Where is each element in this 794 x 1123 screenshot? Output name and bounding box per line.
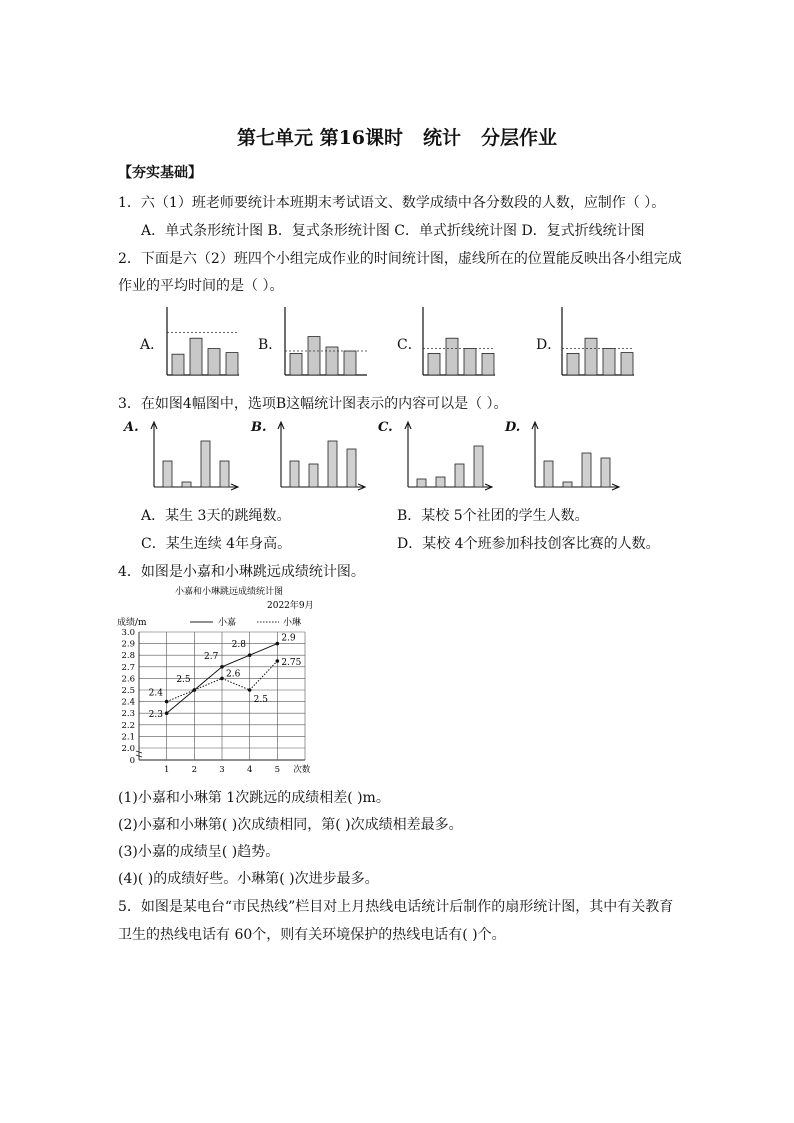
question-3-chart-c (402, 420, 497, 492)
x-tick-label: 2 (191, 765, 198, 775)
y-tick-label: 2.9 (121, 639, 135, 650)
bar (226, 353, 238, 375)
data-label: 2.75 (281, 658, 302, 668)
chart-date: 2022年9月 (267, 601, 314, 611)
question-2-stem-line-2: 作业的平均时间的是（ ）。 (118, 278, 284, 294)
bar (347, 449, 356, 487)
bar (544, 461, 553, 487)
bar (201, 441, 210, 487)
question-3-option-a: A．某生 3天的跳绳数。 (141, 508, 291, 524)
question-4-sub-1: (1)小嘉和小琳第 1次跳远的成绩相差( )m。 (118, 790, 390, 806)
data-label: 2.9 (281, 633, 296, 644)
question-2-chart-a (165, 305, 245, 377)
question-4-sub-4: (4)( )的成绩好些。小琳第( )次进步最多。 (118, 871, 379, 887)
bar (603, 349, 615, 375)
data-point (165, 711, 169, 715)
data-label: 2.5 (176, 675, 191, 685)
x-tick-label: 1 (163, 765, 170, 775)
question-3-stem: 3．在如图4幅图中，选项B这幅统计图表示的内容可以是（ ）。 (118, 396, 508, 412)
bar (309, 464, 318, 487)
y-axis-label: 成绩/m (117, 618, 147, 628)
bar (182, 482, 191, 487)
data-point (165, 700, 169, 704)
data-point (276, 642, 280, 646)
question-3-chart-label-c: C. (378, 420, 393, 435)
bar (446, 338, 458, 375)
bar (344, 351, 356, 375)
data-point (220, 677, 224, 681)
question-4-sub-2: (2)小嘉和小琳第( )次成绩相同，第( )次成绩相差最多。 (118, 817, 463, 833)
bar (464, 349, 476, 375)
bar (455, 464, 464, 487)
x-tick-label: 3 (219, 765, 225, 775)
y-tick-label: 2.8 (121, 651, 135, 662)
y-tick-label: 2.5 (121, 686, 135, 696)
bar (290, 461, 299, 487)
section-heading: 【夯实基础】 (118, 165, 202, 181)
question-1-stem: 1．六（1）班老师要统计本班期末考试语文、数学成绩中各分数段的人数，应制作（ ）。 (118, 195, 666, 211)
bar (567, 353, 579, 375)
bar (474, 446, 483, 487)
question-3-chart-b (275, 420, 370, 492)
y-tick-label: 0 (129, 756, 135, 766)
question-2-label-c: C． (397, 337, 422, 353)
data-label: 2.7 (204, 651, 219, 662)
bar (417, 479, 426, 487)
question-2-chart-d (560, 305, 640, 377)
bar (601, 458, 610, 487)
question-2-label-b: B． (258, 337, 283, 353)
bar (326, 347, 338, 375)
question-3-chart-label-b: B. (251, 420, 267, 435)
y-tick-label: 3.0 (121, 628, 135, 638)
question-2-label-a: A． (140, 337, 165, 353)
y-tick-label: 2.6 (121, 674, 135, 685)
question-4-stem: 4．如图是小嘉和小琳跳远成绩统计图。 (118, 564, 365, 580)
question-2-stem-line-1: 2．下面是六（2）班四个小组完成作业的时间统计图，虚线所在的位置能反映出各小组完成 (118, 251, 682, 267)
bar (190, 338, 202, 375)
page-title: 第七单元 第16课时 统计 分层作业 (236, 127, 558, 149)
data-label: 2.4 (148, 688, 163, 699)
question-3-chart-a (148, 420, 243, 492)
data-label: 2.3 (148, 710, 163, 721)
y-tick-label: 2.4 (121, 697, 135, 708)
question-3-option-b: B．某校 5个社团的学生人数。 (397, 508, 589, 524)
bar (208, 349, 220, 375)
legend-label: 小琳 (283, 618, 302, 628)
bar (582, 453, 591, 487)
data-point (220, 665, 224, 669)
bar (482, 353, 494, 375)
x-tick-label: 4 (246, 765, 253, 775)
bar (172, 354, 184, 375)
chart-title: 小嘉和小琳跳远成绩统计图 (175, 587, 284, 597)
y-tick-label: 2.3 (121, 709, 135, 720)
x-tick-label: 5 (274, 765, 281, 775)
y-tick-label: 2.7 (121, 662, 135, 673)
question-2-label-d: D． (536, 337, 562, 353)
question-2-chart-b (283, 305, 373, 377)
question-4-sub-3: (3)小嘉的成绩呈( )趋势。 (118, 844, 280, 860)
bar (585, 338, 597, 375)
question-4-line-chart (115, 582, 335, 777)
bar (436, 477, 445, 487)
y-tick-label: 2.1 (121, 732, 135, 743)
y-tick-label: 2.0 (121, 744, 135, 754)
data-point (276, 659, 280, 663)
data-point (193, 688, 197, 692)
x-axis-label: 次数 (293, 765, 311, 775)
bar (428, 353, 440, 375)
question-2-chart-c (421, 305, 501, 377)
question-3-chart-label-a: A. (124, 420, 139, 435)
question-3-option-c: C．某生连续 4年身高。 (141, 536, 292, 552)
bar (308, 337, 320, 375)
bar (163, 461, 172, 487)
data-label: 2.6 (226, 669, 241, 680)
question-5-line-2: 卫生的热线电话有 60个，则有关环境保护的热线电话有( )个。 (118, 927, 506, 943)
question-3-chart-d (529, 420, 624, 492)
bar (328, 441, 337, 487)
question-1-options: A．单式条形统计图 B．复式条形统计图 C．单式折线统计图 D．复式折线统计图 (141, 223, 645, 239)
bar (621, 353, 633, 375)
data-label: 2.8 (231, 640, 246, 651)
bar (220, 461, 229, 487)
data-label: 2.5 (253, 695, 268, 705)
question-5-line-1: 5．如图是某电台“市民热线”栏目对上月热线电话统计后制作的扇形统计图，其中有关教育 (118, 899, 674, 915)
data-point (248, 688, 252, 692)
question-3-chart-label-d: D. (505, 420, 521, 435)
data-point (248, 653, 252, 657)
bar (563, 482, 572, 487)
question-3-option-d: D．某校 4个班参加科技创客比赛的人数。 (397, 536, 660, 552)
y-tick-label: 2.2 (121, 720, 135, 731)
legend-label: 小嘉 (218, 618, 237, 628)
bar (290, 353, 302, 375)
